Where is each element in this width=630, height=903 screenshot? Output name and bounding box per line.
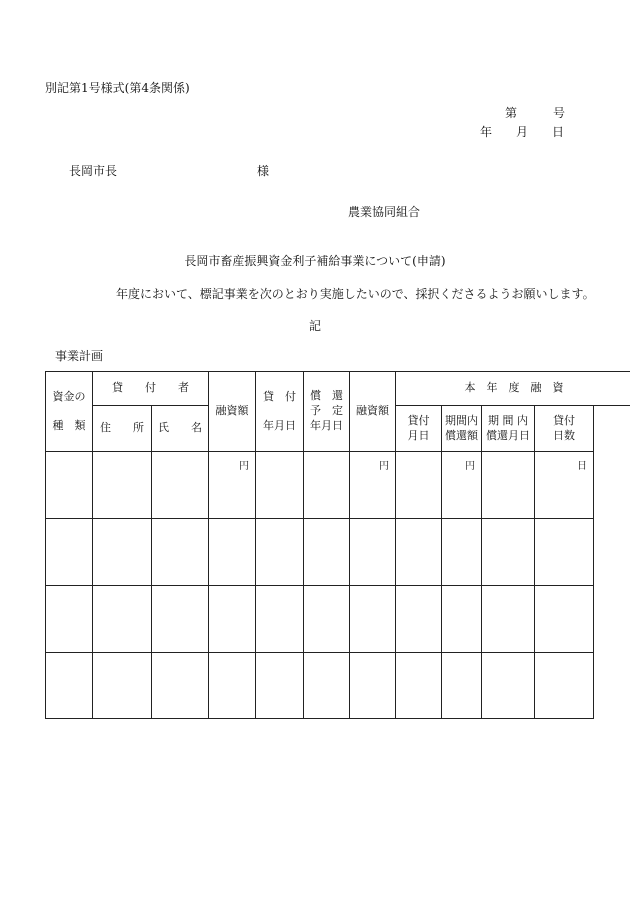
document-number-line: 第 号 xyxy=(505,106,566,120)
table-header-row xyxy=(46,372,630,406)
cell-loan-amount[interactable] xyxy=(209,586,256,653)
cell-loan-amount-2[interactable]: 円 xyxy=(350,452,396,519)
cell-loan-date[interactable] xyxy=(256,452,304,519)
cell-lend-date[interactable] xyxy=(396,452,442,519)
table-row xyxy=(46,519,630,586)
header-repay-date: 償 還 予 定 年月日 xyxy=(304,372,350,452)
cell-fund-type[interactable] xyxy=(46,519,93,586)
business-plan-table xyxy=(45,371,630,719)
body-text: 年度において、標記事業を次のとおり実施したいので、採択くださるようお願いします。 xyxy=(116,287,595,301)
cell-period-repay-date[interactable] xyxy=(482,653,535,719)
cell-fund-type[interactable] xyxy=(46,452,93,519)
cell-name[interactable] xyxy=(152,452,209,519)
cell-loan-amount[interactable] xyxy=(209,653,256,719)
cell-name[interactable] xyxy=(152,586,209,653)
cell-loan-date[interactable] xyxy=(256,586,304,653)
cell-repay-date[interactable] xyxy=(304,653,350,719)
honorific: 様 xyxy=(257,164,270,178)
cell-address[interactable] xyxy=(93,519,152,586)
cell-period-repay-date[interactable] xyxy=(482,586,535,653)
cell-period-repay-date[interactable] xyxy=(482,452,535,519)
document-title: 長岡市畜産振興資金利子補給事業について(申請) xyxy=(184,254,446,268)
sender-organization: 農業協同組合 xyxy=(348,205,421,219)
header-lender: 貸 付 者 xyxy=(93,372,209,406)
form-label: 別記第1号様式(第4条関係) xyxy=(45,81,190,95)
cell-loan-amount[interactable]: 円 xyxy=(209,452,256,519)
cell-repay-date[interactable] xyxy=(304,519,350,586)
cell-period-repay-amount[interactable] xyxy=(442,653,482,719)
date-line: 年 月 日 xyxy=(480,125,565,139)
cell-lend-days[interactable] xyxy=(535,653,594,719)
header-lend-days: 貸付 日数 xyxy=(535,406,594,452)
cell-address[interactable] xyxy=(93,653,152,719)
header-fund-type: 資金の 種 類 xyxy=(46,372,93,452)
cell-name[interactable] xyxy=(152,653,209,719)
table-row xyxy=(46,653,630,719)
cell-loan-amount-2[interactable] xyxy=(350,519,396,586)
header-address: 住 所 xyxy=(93,406,152,452)
cell-period-repay-amount[interactable] xyxy=(442,519,482,586)
section-label: 事業計画 xyxy=(55,349,104,363)
cell-loan-amount[interactable] xyxy=(209,519,256,586)
cell-period-repay-amount[interactable]: 円 xyxy=(442,452,482,519)
header-loan-amount-2: 融資額 xyxy=(350,372,396,452)
header-period-repay-amount: 期間内 償還額 xyxy=(442,406,482,452)
cell-period-repay-amount[interactable] xyxy=(442,586,482,653)
cell-lend-days[interactable]: 日 xyxy=(535,452,594,519)
cell-name[interactable] xyxy=(152,519,209,586)
addressee: 長岡市長 xyxy=(69,164,118,178)
ki-marker: 記 xyxy=(309,319,322,333)
cell-address[interactable] xyxy=(93,586,152,653)
cell-lend-date[interactable] xyxy=(396,519,442,586)
cell-fund-type[interactable] xyxy=(46,586,93,653)
cell-loan-amount-2[interactable] xyxy=(350,586,396,653)
table-row xyxy=(46,586,630,653)
cell-loan-date[interactable] xyxy=(256,519,304,586)
header-lend-date: 貸付 月日 xyxy=(396,406,442,452)
cell-period-repay-date[interactable] xyxy=(482,519,535,586)
header-this-year-financing: 本 年 度 融 資 xyxy=(396,372,630,406)
header-loan-date: 貸 付 年月日 xyxy=(256,372,304,452)
cell-loan-amount-2[interactable] xyxy=(350,653,396,719)
cell-repay-date[interactable] xyxy=(304,586,350,653)
cell-repay-date[interactable] xyxy=(304,452,350,519)
header-loan-amount: 融資額 xyxy=(209,372,256,452)
cell-lend-days[interactable] xyxy=(535,519,594,586)
table-row xyxy=(46,452,630,519)
cell-loan-date[interactable] xyxy=(256,653,304,719)
cell-address[interactable] xyxy=(93,452,152,519)
cell-lend-days[interactable] xyxy=(535,586,594,653)
cell-lend-date[interactable] xyxy=(396,653,442,719)
header-period-repay-date: 期 間 内 償還月日 xyxy=(482,406,535,452)
cell-lend-date[interactable] xyxy=(396,586,442,653)
header-name: 氏 名 xyxy=(152,406,209,452)
cell-fund-type[interactable] xyxy=(46,653,93,719)
